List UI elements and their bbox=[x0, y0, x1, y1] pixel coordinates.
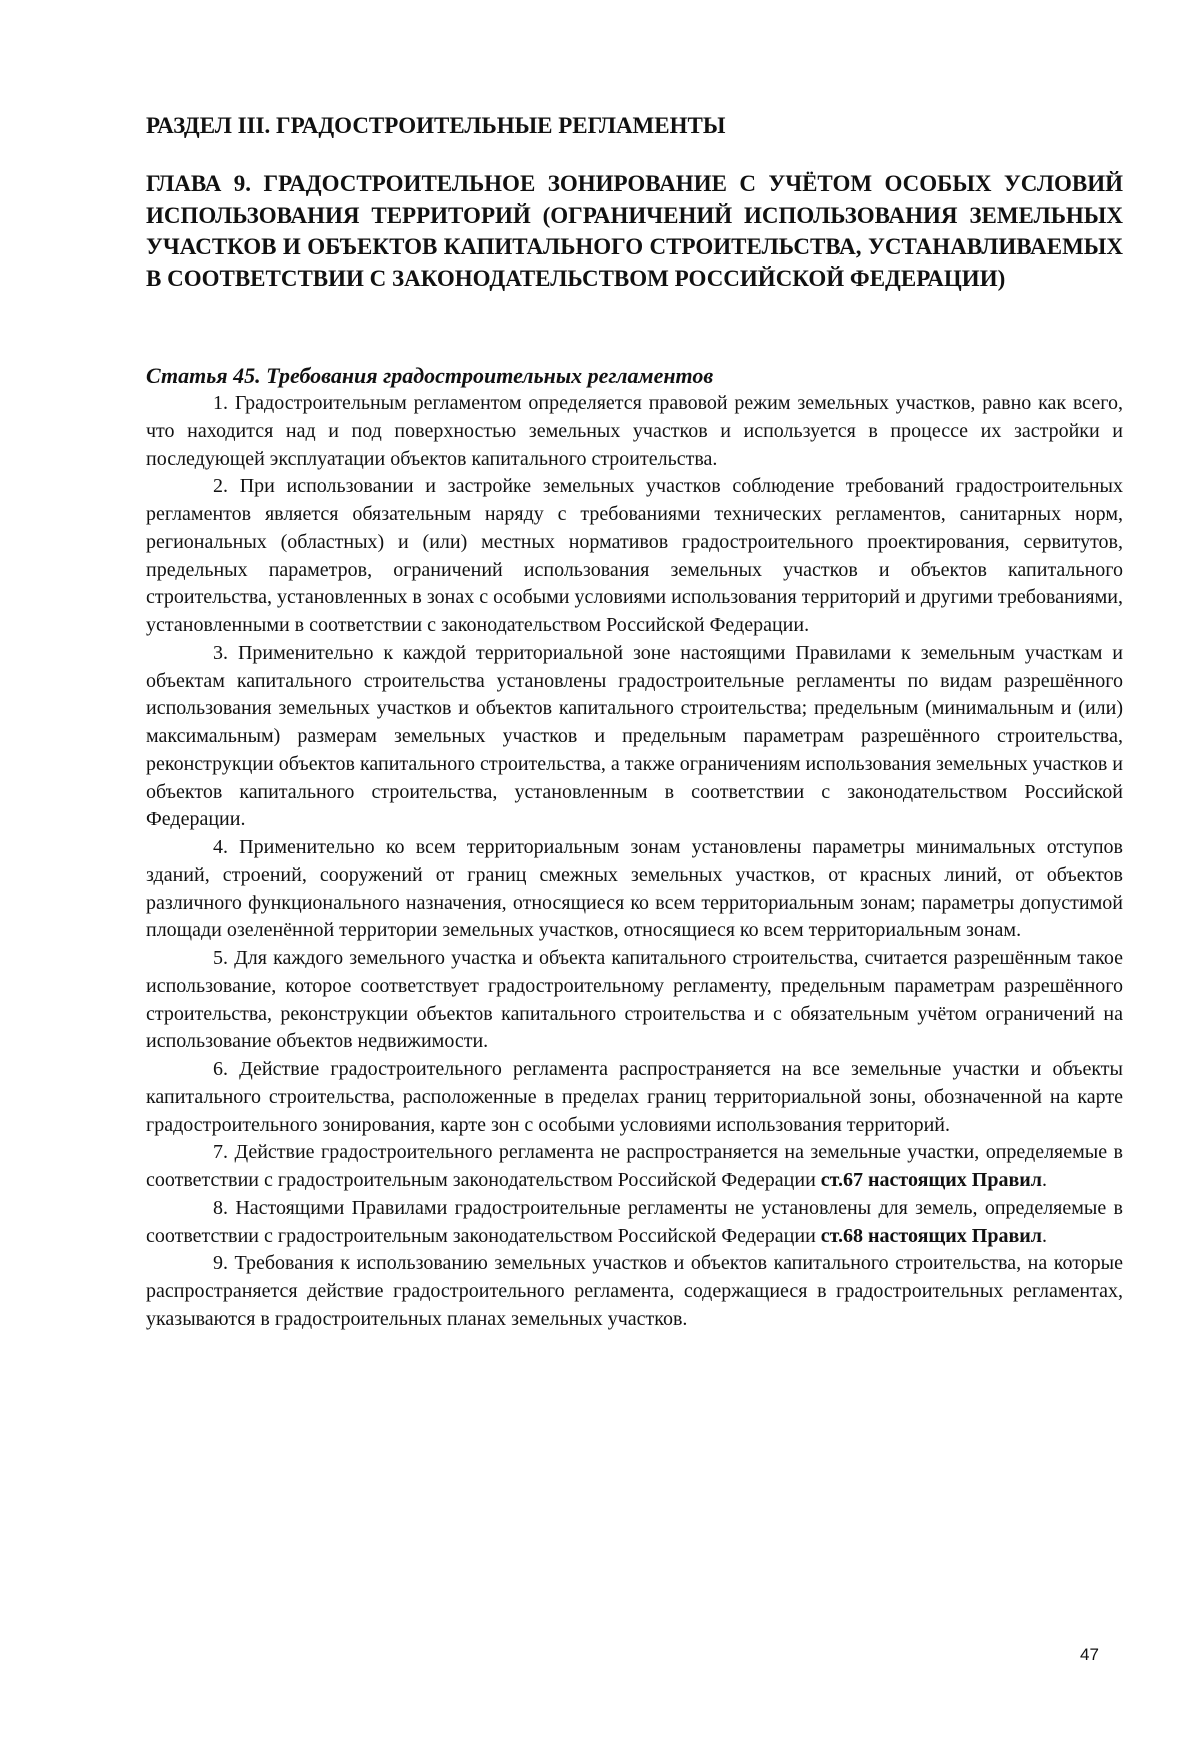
paragraph-1: 1. Градостроительным регламентом определяется правовой режим земельных участков, равно как всего, что находится над и под поверхностью земельных участков и используется в процессе их застройки и последующей эксплуатации объектов капитального строительства. bbox=[146, 392, 1123, 470]
paragraph-6: 6. Действие градостроительного регламента распространяется на все земельные участки и объекты капитального строительства, расположенные в пределах границ территориальной зоны, обозначенной на карте градостроительного зонирования, карте зон с особыми условиями использования территорий. bbox=[146, 1058, 1123, 1136]
paragraph-7-reference: ст.67 настоящих Правил bbox=[820, 1169, 1043, 1191]
paragraph-3: 3. Применительно к каждой территориальной зоне настоящими Правилами к земельным участкам и объектам капитального строительства установлены градостроительные регламенты по видам разрешённого использования земельных участков и объектов капитального строительства; предельным (минимальным и (или) максимальным) размерам земельных участков и предельным параметрам разрешённого строительства, реконструкции объектов капитального строительства, а также ограничениям использования земельных участков и объектов капитального строительства, установленным в соответствии с законодательством Российской Федерации. bbox=[146, 641, 1124, 831]
paragraph-2: 2. При использовании и застройке земельных участков соблюдение требований градостроительных регламентов является обязательным наряду с требованиями технических регламентов, санитарных норм, региональных (областных) и (или) местных нормативов градостроительного проектирования, сервитутов, предельных параметров, ограничений использования земельных участков и объектов капитального строительства, установленных в зонах с особыми условиями использования территорий и другими требованиями, установленными в соответствии с законодательством Российской Федерации. bbox=[146, 475, 1123, 636]
paragraph-7-end: . bbox=[1042, 1169, 1048, 1191]
paragraph-5: 5. Для каждого земельного участка и объекта капитального строительства, считается разрешённым такое использование, которое соответствует градостроительному регламенту, предельным параметрам разрешённого строительства, реконструкции объектов капитального строительства и с обязательным учётом ограничений на использование объектов недвижимости. bbox=[146, 947, 1123, 1053]
article-title: Статья 45. Требования градостроительных регламентов bbox=[146, 363, 714, 388]
paragraph-8-end: . bbox=[1042, 1224, 1048, 1247]
paragraph-7 bbox=[146, 1139, 1123, 1195]
paragraph-4: 4. Применительно ко всем территориальным зонам установлены параметры минимальных отступов зданий, строений, сооружений от границ смежных земельных участков, от красных линий, от объектов различного функционального назначения, относящиеся ко всем территориальным зонам; параметры допустимой площади озеленённой территории земельных участков, относящиеся ко всем территориальным зонам. bbox=[146, 836, 1123, 942]
paragraph-8 bbox=[146, 1195, 1123, 1251]
article-body bbox=[146, 390, 1123, 1334]
section-title: РАЗДЕЛ III. ГРАДОСТРОИТЕЛЬНЫЕ РЕГЛАМЕНТЫ bbox=[146, 113, 726, 138]
paragraph-9: 9. Требования к использованию земельных участков и объектов капитального строительства, на которые распространяется действие градостроительного регламента, содержащиеся в градостроительных регламентах, указываются в градостроительных планах земельных участков. bbox=[146, 1252, 1123, 1330]
chapter-title: ГЛАВА 9. ГРАДОСТРОИТЕЛЬНОЕ ЗОНИРОВАНИЕ С УЧЁТОМ ОСОБЫХ УСЛОВИЙ ИСПОЛЬЗОВАНИЯ ТЕРРИТОРИЙ (ОГРАНИЧЕНИЙ ИСПОЛЬЗОВАНИЯ ЗЕМЕЛЬНЫХ УЧАСТКОВ И ОБЪЕКТОВ КАПИТАЛЬНОГО СТРОИТЕЛЬСТВА, УСТАНАВЛИВАЕМЫХ В СООТВЕТСТВИИ С ЗАКОНОДАТЕЛЬСТВОМ РОССИЙСКОЙ ФЕДЕРАЦИИ) bbox=[146, 171, 1123, 291]
paragraph-7-text: 7. Действие градостроительного регламента не распространяется на земельные участки, определяемые в соответствии с градостроительным законодательством Российской Федерации bbox=[146, 1141, 1123, 1191]
paragraph-8-text: 8. Настоящими Правилами градостроительные регламенты не установлены для земель, определяемые в соответствии с градостроительным законодательством Российской Федерации bbox=[146, 1196, 1123, 1247]
paragraph-8-reference: ст.68 настоящих Правил bbox=[820, 1224, 1043, 1247]
page-number: 47 bbox=[1080, 1645, 1099, 1664]
